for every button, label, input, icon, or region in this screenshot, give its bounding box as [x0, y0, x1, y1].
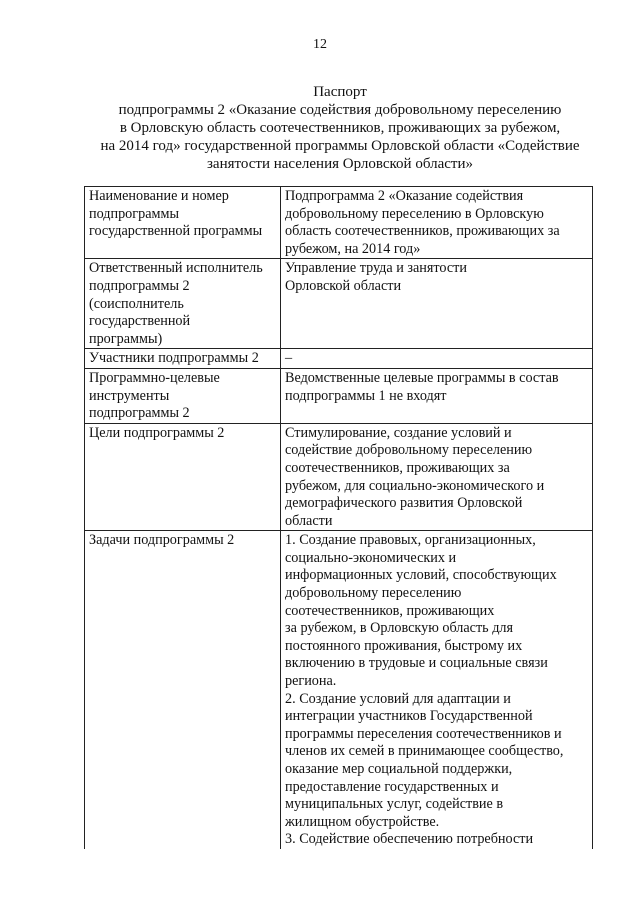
row-value-line: добровольному переселению [285, 585, 462, 602]
row-value-line: интеграции участников Государственной [285, 708, 533, 725]
row-value-cell [281, 423, 593, 531]
table-row [85, 368, 593, 423]
row-value-line: социально-экономических и [285, 549, 457, 566]
passport-heading [60, 83, 620, 173]
row-value-line: Подпрограмма 2 «Оказание содействия [285, 188, 524, 204]
row-value-line: программы переселения соотечественников и [285, 725, 562, 742]
row-label-cell [85, 259, 281, 349]
row-value-line: Управление труда и занятости [285, 260, 467, 277]
row-value-line: демографического развития Орловской [285, 495, 523, 512]
row-value-line: добровольному переселению в Орловскую [285, 205, 544, 222]
table-row [85, 187, 593, 259]
row-value-line: области [285, 512, 333, 529]
row-label-cell [85, 368, 281, 423]
row-value-line: подпрограммы 1 не входят [285, 387, 447, 404]
row-label-line: Ответственный исполнитель [89, 260, 263, 277]
heading-line: в Орловскую область соотечественников, проживающих за рубежом, [119, 120, 561, 136]
row-value-line: соотечественников, проживающих [285, 602, 495, 619]
heading-title: Паспорт [313, 84, 367, 100]
row-label-line: государственной программы [89, 223, 263, 240]
heading-line: подпрограммы 2 «Оказание содействия добровольному переселению [118, 102, 562, 118]
row-value-line: 3. Содействие обеспечению потребности [285, 831, 534, 848]
row-label-line: Программно-целевые [89, 369, 220, 386]
table-row [85, 423, 593, 531]
row-value-line: жилищном обустройстве. [285, 813, 440, 830]
row-label-line: Наименование и номер [89, 188, 229, 204]
row-value-line: – [285, 350, 293, 367]
row-value-line: 2. Создание условий для адаптации и [285, 690, 511, 707]
row-value-line: рубежом, на 2014 год» [285, 240, 421, 257]
row-value-cell [281, 259, 593, 349]
row-label-line: программы) [89, 330, 163, 347]
row-label-line: Участники подпрограммы 2 [89, 350, 259, 367]
row-label-line: государственной [89, 313, 191, 330]
row-value-line: Стимулирование, создание условий и [285, 424, 512, 441]
table-row [85, 259, 593, 349]
row-value-line: членов их семей в принимающее сообщество, [285, 743, 564, 760]
row-label-line: подпрограммы 2 [89, 277, 190, 294]
row-value-cell [281, 531, 593, 849]
page-number: 12 [313, 37, 327, 52]
row-value-line: соотечественников, проживающих за [285, 459, 510, 476]
row-value-line: муниципальных услуг, содействие в [285, 796, 504, 813]
row-value-line: содействие добровольному переселению [285, 442, 533, 459]
row-value-line: оказание мер социальной поддержки, [285, 761, 513, 777]
row-label-cell [85, 531, 281, 849]
heading-line: на 2014 год» государственной программы Орловской области «Содействие [100, 138, 580, 154]
row-label-line: Задачи подпрограммы 2 [89, 532, 235, 549]
row-label-line: Цели подпрограммы 2 [89, 424, 225, 441]
heading-line: занятости населения Орловской области» [207, 156, 473, 172]
row-value-line: региона. [285, 673, 337, 690]
row-value-line: рубежом, для социально-экономического и [285, 477, 545, 494]
row-value-line: за рубежом, в Орловскую область для [285, 620, 514, 637]
row-value-line: постоянного проживания, быстрому их [285, 637, 523, 654]
table-row [85, 531, 593, 849]
row-value-cell [281, 349, 593, 369]
row-value-line: информационных условий, способствующих [285, 567, 557, 584]
passport-table [84, 186, 593, 849]
row-value-line: область соотечественников, проживающих за [285, 223, 560, 240]
row-label-cell [85, 187, 281, 259]
row-label-line: (соисполнитель [89, 295, 184, 312]
row-value-line: Ведомственные целевые программы в состав [285, 369, 559, 386]
row-value-line: 1. Создание правовых, организационных, [285, 532, 536, 549]
row-value-cell [281, 368, 593, 423]
row-value-line: Орловской области [285, 277, 402, 294]
row-label-cell [85, 349, 281, 369]
row-value-line: включению в трудовые и социальные связи [285, 655, 548, 672]
row-value-line: предоставление государственных и [285, 778, 499, 795]
row-label-line: инструменты [89, 387, 170, 404]
row-label-line: подпрограммы 2 [89, 405, 190, 422]
table-row [85, 349, 593, 369]
row-label-cell [85, 423, 281, 531]
row-label-line: подпрограммы [89, 205, 179, 222]
row-value-cell [281, 187, 593, 259]
